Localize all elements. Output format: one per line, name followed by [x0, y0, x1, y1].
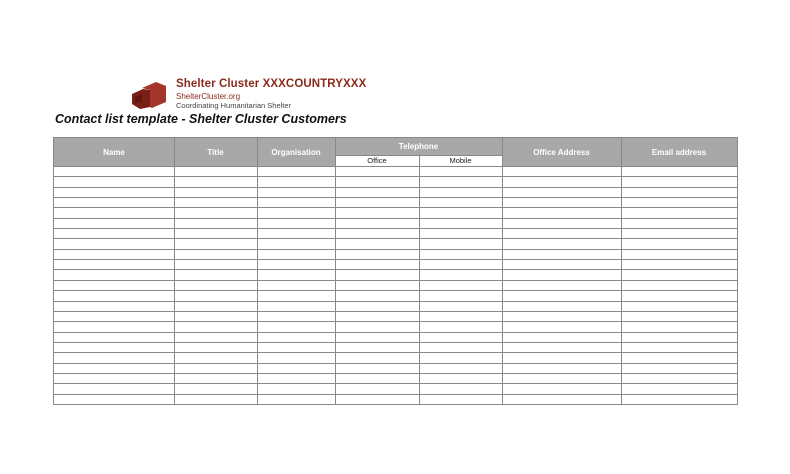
column-divider	[502, 138, 503, 404]
table-row-line	[54, 218, 737, 219]
table-row-line	[54, 321, 737, 322]
table-row-line	[54, 238, 737, 239]
table-row-line	[54, 280, 737, 281]
table-row-line	[54, 259, 737, 260]
table-row-line	[54, 311, 737, 312]
table-row-line	[54, 363, 737, 364]
telephone-subheader-line	[335, 155, 502, 156]
table-row-line	[54, 249, 737, 250]
column-header-office: Office	[335, 155, 419, 166]
table-row-line	[54, 166, 737, 167]
table-row-line	[54, 197, 737, 198]
logo-area	[130, 78, 430, 112]
table-row-line	[54, 394, 737, 395]
table-row-line	[54, 342, 737, 343]
column-header-organisation: Organisation	[257, 138, 335, 166]
org-tagline: Coordinating Humanitarian Shelter	[176, 101, 292, 110]
column-divider	[621, 138, 622, 404]
table-row-line	[54, 332, 737, 333]
column-header-mobile: Mobile	[419, 155, 502, 166]
table-row-line	[54, 176, 737, 177]
column-header-telephone: Telephone	[335, 138, 502, 155]
column-divider	[174, 138, 175, 404]
contact-table	[53, 137, 738, 405]
org-site: ShelterCluster.org	[176, 92, 241, 101]
column-divider	[335, 138, 336, 404]
column-header-office-address: Office Address	[502, 138, 621, 166]
table-row-line	[54, 383, 737, 384]
document-title: Contact list template - Shelter Cluster Customers	[55, 112, 347, 126]
column-header-title: Title	[174, 138, 257, 166]
shelter-cluster-logo-icon	[130, 80, 168, 112]
table-row-line	[54, 352, 737, 353]
column-header-email-address: Email address	[621, 138, 737, 166]
table-row-line	[54, 269, 737, 270]
table-row-line	[54, 373, 737, 374]
table-row-line	[54, 228, 737, 229]
column-header-name: Name	[54, 138, 174, 166]
column-divider	[257, 138, 258, 404]
org-name: Shelter Cluster XXXCOUNTRYXXX	[176, 78, 367, 90]
table-row-line	[54, 301, 737, 302]
table-row-line	[54, 187, 737, 188]
table-row-line	[54, 290, 737, 291]
table-row-line	[54, 207, 737, 208]
